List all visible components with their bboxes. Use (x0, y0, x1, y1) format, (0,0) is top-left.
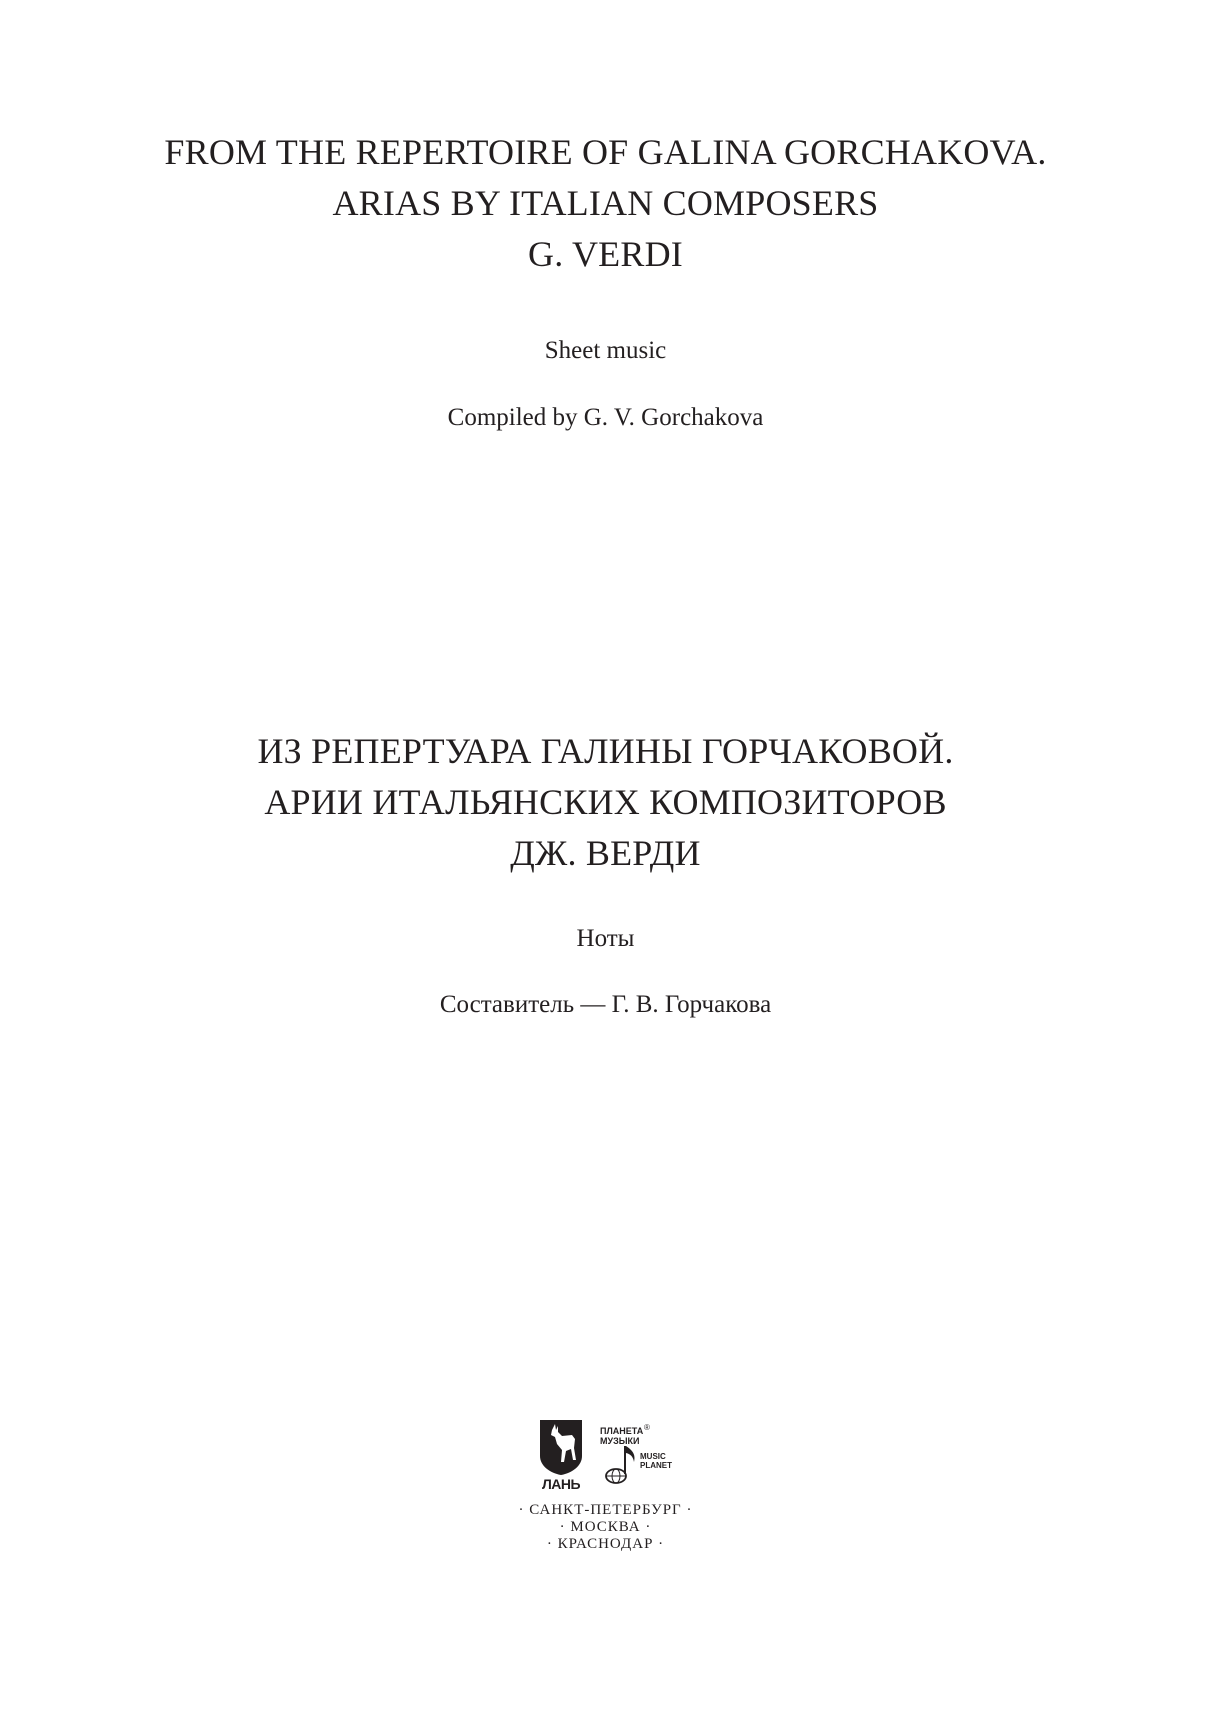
deer-shield-icon (538, 1418, 584, 1476)
music-planet-ru-text: ПЛАНЕТА МУЗЫКИ (600, 1426, 644, 1446)
city-krasnodar: · КРАСНОДАР · (546, 1536, 665, 1552)
russian-publication-type-label: Ноты (576, 925, 635, 952)
publisher-imprint (0, 1418, 1211, 1648)
english-title-line-2: ARIAS BY ITALIAN COMPOSERS (332, 183, 879, 223)
music-planet-en-text: MUSIC PLANET (640, 1452, 672, 1470)
english-publication-type (0, 336, 1211, 366)
city-moscow: · МОСКВА · (559, 1519, 652, 1535)
english-compiler (0, 403, 1211, 433)
english-compiler-label: Compiled by G. V. Gorchakova (447, 404, 764, 431)
lan-logo-text: ЛАНЬ (541, 1476, 581, 1492)
lan-logo (538, 1418, 584, 1490)
russian-title (0, 726, 1211, 879)
english-title-line-1: FROM THE REPERTOIRE OF GALINA GORCHAKOVA. (164, 132, 1047, 172)
music-note-globe-icon (602, 1444, 642, 1486)
english-title-line-3: G. VERDI (528, 234, 683, 274)
publisher-cities (0, 1502, 1211, 1553)
english-publication-type-label: Sheet music (544, 337, 667, 364)
russian-title-line-2: АРИИ ИТАЛЬЯНСКИХ КОМПОЗИТОРОВ (264, 782, 947, 822)
english-title (0, 127, 1211, 280)
russian-compiler (0, 990, 1211, 1020)
russian-compiler-label: Составитель — Г. В. Горчакова (439, 991, 772, 1018)
registered-mark: ® (644, 1423, 650, 1432)
city-saint-petersburg: · САНКТ-ПЕТЕРБУРГ · (518, 1502, 693, 1518)
russian-title-line-3: ДЖ. ВЕРДИ (510, 833, 701, 873)
russian-publication-type (0, 924, 1211, 954)
russian-title-line-1: ИЗ РЕПЕРТУАРА ГАЛИНЫ ГОРЧАКОВОЙ. (257, 731, 954, 771)
publisher-logos (538, 1418, 678, 1490)
music-planet-logo (600, 1423, 678, 1486)
